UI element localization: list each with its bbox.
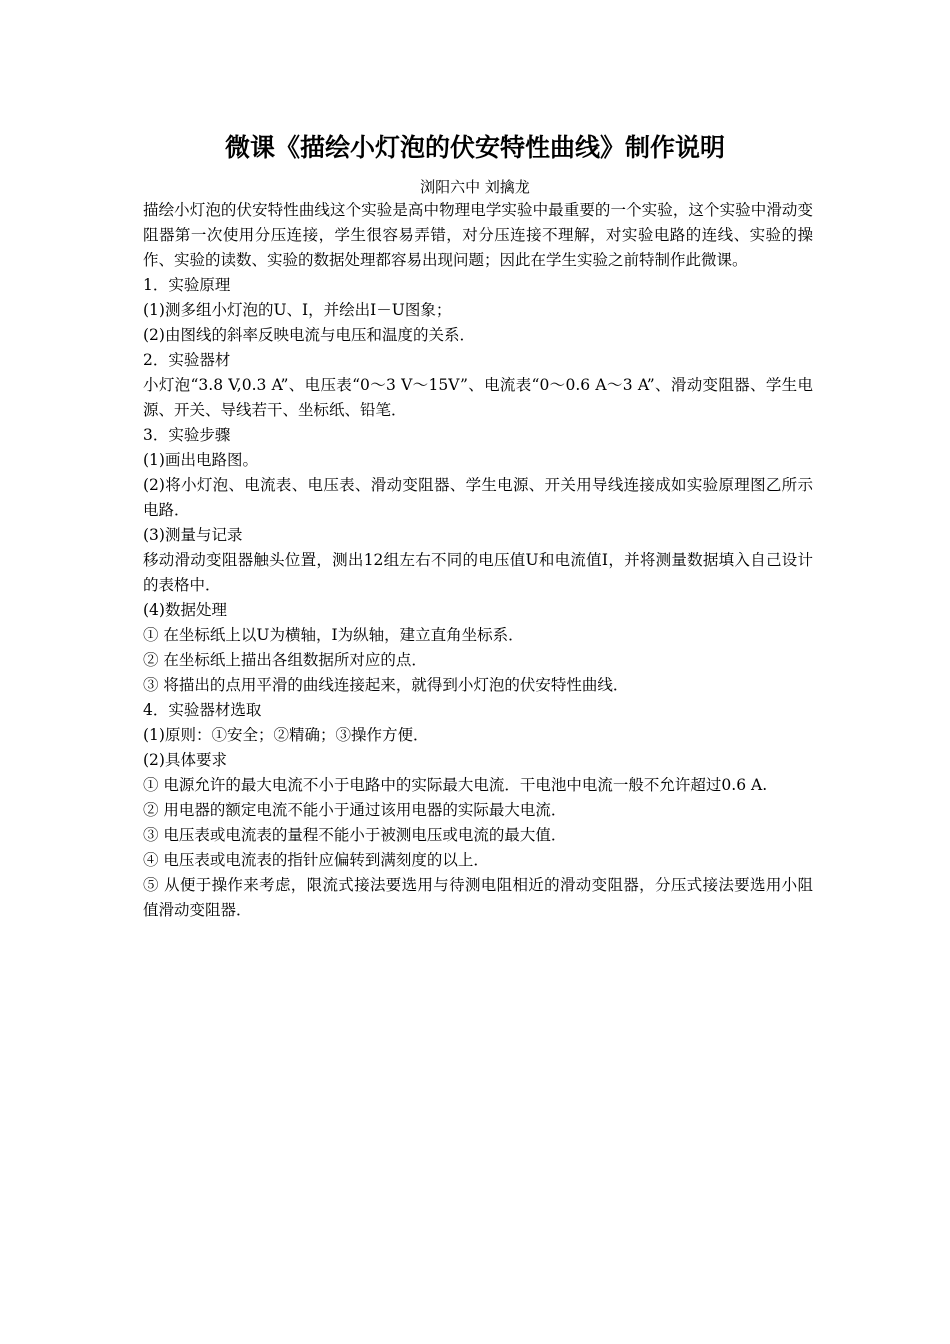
data-processing-item-3: ③ 将描出的点用平滑的曲线连接起来，就得到小灯泡的伏安特性曲线． (143, 676, 629, 694)
requirement-3: ③ 电压表或电流表的量程不能小于被测电压或电流的最大值． (143, 826, 567, 844)
section-heading-steps: 3．实验步骤 (143, 426, 231, 444)
selection-principle: (1)原则：①安全；②精确；③操作方便． (143, 726, 429, 744)
section-heading-selection: 4．实验器材选取 (143, 701, 262, 719)
selection-requirements-heading: (2)具体要求 (143, 751, 227, 769)
step-2: (2)将小灯泡、电流表、电压表、滑动变阻器、学生电源、开关用导线连接成如实验原理图乙所示电路． (143, 476, 813, 519)
intro-paragraph: 描绘小灯泡的伏安特性曲线这个实验是高中物理电学实验中最重要的一个实验，这个实验中滑动变阻器第一次使用分压连接，学生很容易弄错，对分压连接不理解，对实验电路的连线、实验的操作、实验的读数、实验的数据处理都容易出现问题；因此在学生实验之前特制作此微课。 (143, 201, 813, 269)
principle-item-2: (2)由图线的斜率反映电流与电压和温度的关系． (143, 326, 475, 344)
requirement-5: ⑤ 从便于操作来考虑，限流式接法要选用与待测电阻相近的滑动变阻器，分压式接法要选用小阻值滑动变阻器． (143, 876, 813, 919)
principle-item-1: (1)测多组小灯泡的U、I，并绘出I－U图象； (143, 301, 452, 319)
data-processing-item-1: ① 在坐标纸上以U为横轴，I为纵轴，建立直角坐标系． (143, 626, 524, 644)
section-heading-principle: 1．实验原理 (143, 276, 231, 294)
step-4-heading: (4)数据处理 (143, 601, 227, 619)
requirement-2: ② 用电器的额定电流不能小于通过该用电器的实际最大电流． (143, 801, 567, 819)
equipment-list: 小灯泡“3.8 V,0.3 A”、电压表“0～3 V～15V”、电流表“0～0.6 A～3 A”、滑动变阻器、学生电源、开关、导线若干、坐标纸、铅笔． (143, 376, 813, 419)
step-3-heading: (3)测量与记录 (143, 526, 243, 544)
data-processing-item-2: ② 在坐标纸上描出各组数据所对应的点． (143, 651, 427, 669)
step-3-text: 移动滑动变阻器触头位置，测出12组左右不同的电压值U和电流值I，并将测量数据填入自己设计的表格中． (143, 551, 813, 594)
requirement-1: ① 电源允许的最大电流不小于电路中的实际最大电流．干电池中电流一般不允许超过0.6 A. (143, 776, 768, 794)
requirement-4: ④ 电压表或电流表的指针应偏转到满刻度的以上． (143, 851, 489, 869)
document-title: 微课《描绘小灯泡的伏安特性曲线》制作说明 (224, 133, 725, 162)
step-1: (1)画出电路图。 (143, 451, 258, 469)
section-heading-equipment: 2．实验器材 (143, 351, 231, 369)
author-line: 浏阳六中 刘擒龙 (420, 178, 530, 196)
document-body (143, 198, 813, 923)
